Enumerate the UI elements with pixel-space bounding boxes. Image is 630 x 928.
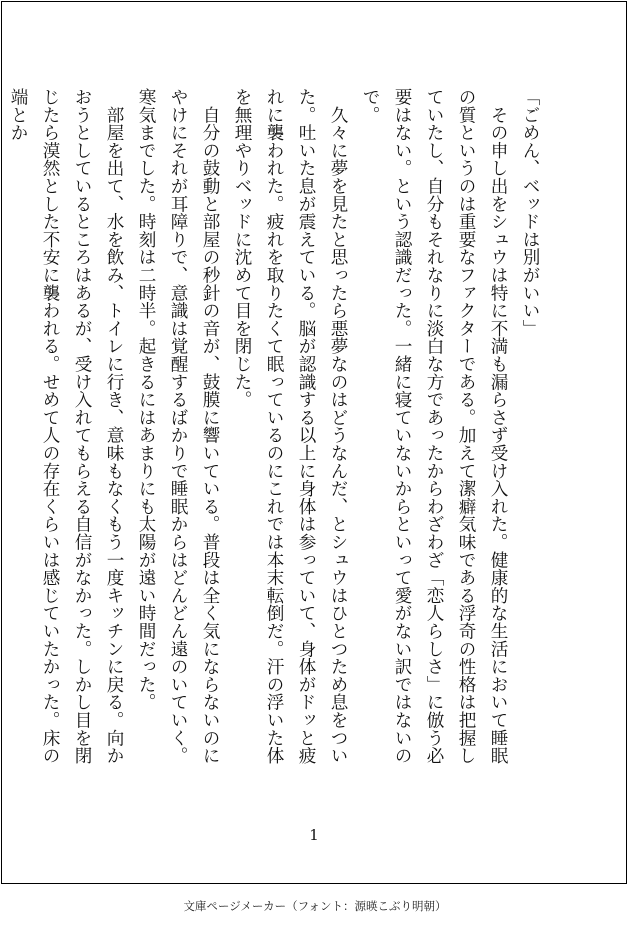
paragraph-heartbeat: 自分の鼓動と部屋の秒針の音が、鼓膜に響いている。普段は全く気にならないのにやけにそれが耳障りで、意識は覚醒するばかりで睡眠からはどんどん遠のいていく。寒気までした。時刻は二時半。起きるにはあまりにも太陽が遠い時間だった。 bbox=[136, 88, 220, 765]
paragraph-leaving-room: 部屋を出て、水を飲み、トイレに行き、意味もなくもう一度キッチンに戻る。向かおうとしているところはあるが、受け入れてもらえる自信がなかった。しかし目を閉じたら漠然とした不安に襲われる。せめて人の存在くらいは感じていたかった。床の端とか bbox=[8, 88, 124, 765]
paragraph-dialogue: 「ごめん、ベッドは別がいい」 bbox=[520, 88, 540, 338]
page-number: 1 bbox=[309, 826, 319, 844]
paragraph-nightmare: 久々に夢を見たと思ったら悪夢なのはどうなんだ、とシュウはひとつため息をついた。吐いた息が震えている。脳が認識する以上に身体は参っていて、身体がドッと疲れに襲われた。疲れを取りたくて眠っているのにこれでは本末転倒だ。汗の浮いた体を無理やりベッドに沈めて目を閉じた。 bbox=[232, 88, 348, 765]
footer-caption: 文庫ページメーカー（フォント：源暎こぶり明朝） bbox=[183, 899, 447, 913]
paragraph-sleep-arrangement: その申し出をシュウは特に不満も漏らさず受け入れた。健康的な生活において睡眠の質というのは重要なファクターである。加えて潔癖気味である浮奇の性格は把握していたし、自分もそれなりに淡白な方であったからわざわざ「恋人らしさ」に倣う必要はない。という認識だった。一緒に寝ていないからといって愛がない訳ではないので。 bbox=[360, 88, 508, 765]
vertical-text-body bbox=[8, 88, 546, 778]
